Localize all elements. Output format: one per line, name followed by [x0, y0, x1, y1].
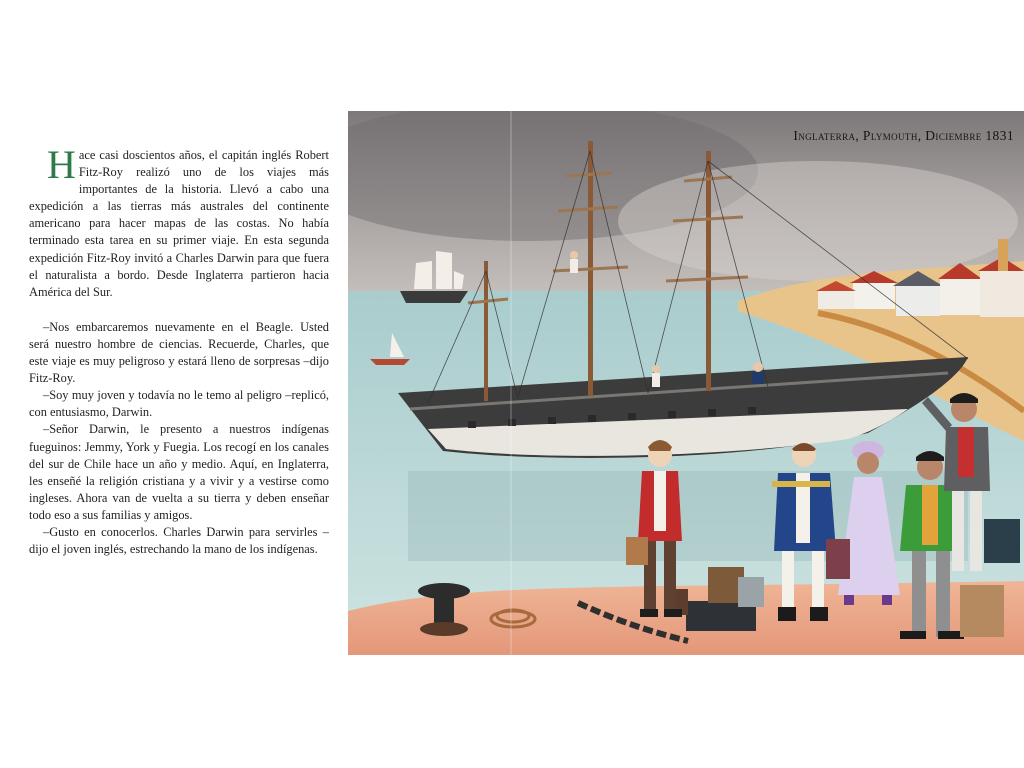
paragraph-gap: [29, 301, 329, 319]
dialogue-darwin-greeting: –Gusto en conocerlos. Charles Darwin para servirles –dijo el joven inglés, estrechando la mano de los indígenas.: [29, 524, 329, 557]
harbor-scene: [348, 111, 1024, 655]
dialogue-fitzroy: –Nos embarcaremos nuevamente en el Beagle. Usted será nuestro hombre de ciencias. Recuerde, Charles, que este viaje es muy peligroso y estará lleno de sorpresas –dijo Fitz-Roy.: [29, 319, 329, 386]
harbor-illustration: [348, 111, 1024, 655]
story-text-column: [29, 142, 329, 558]
dialogue-fitzroy-fuegians: –Señor Darwin, le presento a nuestros indígenas fueguinos: Jemmy, York y Fuegia. Los recogí en los canales del sur de Chile hace un año y medio. Aquí, en Inglaterra, les enseñé la religión cristiana y a vivir y a vestirse como ingleses. Ahora van de vuelta a su tierra y deben enseñar todo eso a sus familias y amigos.: [29, 422, 329, 522]
paragraph-intro-text: ace casi doscientos años, el capitán inglés Robert Fitz-Roy realizó uno de los viajes más importantes de la historia. Llevó a cabo una expedición a las tierras más australes del continente americano para hacer mapas de las costas. No había terminado esta tarea en su primer viaje. En esta segunda expedición Fitz-Roy invitó a Charles Darwin para que fuera el naturalista a bordo. Desde Inglaterra partieron hacia América del Sur.: [29, 148, 329, 299]
dialogue-darwin-reply: –Soy muy joven y todavía no le temo al peligro –replicó, con entusiasmo, Darwin.: [29, 388, 329, 420]
drop-cap-letter: H: [47, 142, 76, 187]
illustration-caption: Inglaterra, Plymouth, Diciembre 1831: [793, 128, 1014, 143]
paragraph-intro: [29, 142, 329, 301]
